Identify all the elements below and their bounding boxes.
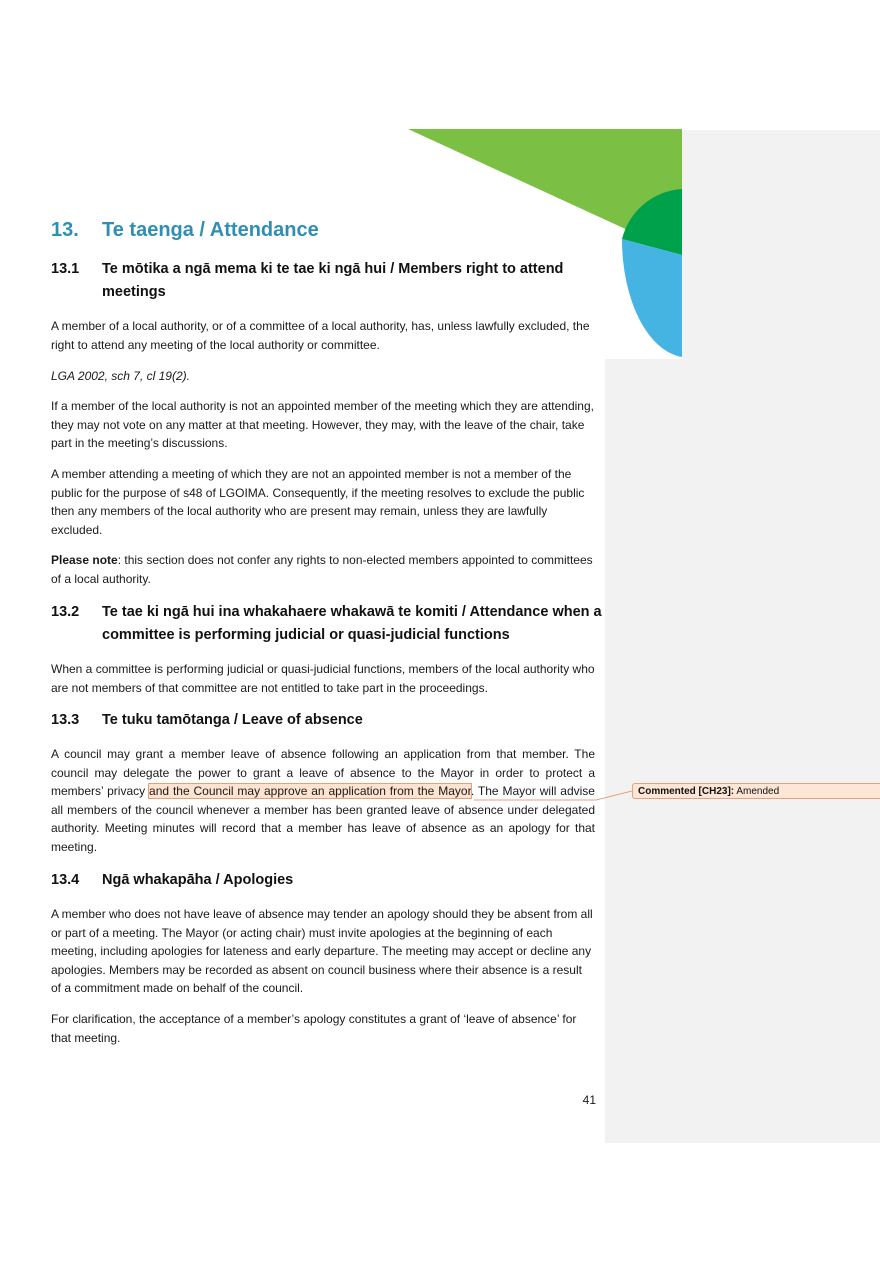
subsection-heading-13-1 [51,258,602,304]
subsection-number: 13.3 [51,712,80,728]
legal-reference [51,367,595,386]
paragraph: For clarification, the acceptance of a member’s apology constitutes a grant of ‘leave of absence’ for that meeting. [51,1012,577,1045]
subsection-heading-13-3 [51,709,602,732]
paragraph: A member who does not have leave of absence may tender an apology should they be absent from all or part of a meeting. The Mayor (or acting chair) must invite apologies at the beginning of each meeting, including apologies for lateness and early departure. The meeting may accept or decline any apologies. Members may be recorded as absent on council business where their absence is a result of a commitment made on behalf of the council. [51,907,593,995]
paragraph: A member attending a meeting of which they are not an appointed member is not a member of the public for the purpose of s48 of LGOIMA. Consequently, if the meeting resolves to exclude the public then any members of the local authority who are present may remain, unless they are lawfully excluded. [51,467,585,537]
paragraph-leave-of-absence [51,745,595,856]
paragraph: If a member of the local authority is not an appointed member of the meeting which they are attending, they may not vote on any matter at that meeting. However, they may, with the leave of the chair, take part in the meeting’s discussions. [51,399,594,450]
subsection-title: Te tuku tamōtanga / Leave of absence [102,712,363,728]
subsection-number: 13.4 [51,872,80,888]
comment-author-label: Commented [CH23]: [638,786,735,797]
paragraph-text: . The Mayor will advise all members of the council whenever a member has been granted leave of absence under delegated authority. Meeting minutes will record that a member has leave of absence as an apology for that meeting. [51,784,595,854]
paragraph-text: A council may grant a member leave of absence following an application from that member. The council may delegate the power to grant a leave of absence to the Mayor in order to protect a members’ privacy [51,747,595,798]
subsection-number: 13.2 [51,604,80,620]
note-paragraph [51,551,595,588]
subsection-number: 13.1 [51,261,80,277]
paragraph: A member of a local authority, or of a committee of a local authority, has, unless lawfully excluded, the right to attend any meeting of the local authority or committee. [51,319,590,352]
subsection-title: Ngā whakapāha / Apologies [102,872,294,888]
section-heading [51,216,319,244]
comment-text: Amended [734,786,780,797]
note-text: : this section does not confer any rights to non-elected members appointed to committees of a local authority. [51,553,593,586]
page-number: 41 [582,1093,596,1107]
subsection-heading-13-2 [51,601,602,647]
section-number: 13. [51,219,79,241]
paragraph: When a committee is performing judicial or quasi-judicial functions, members of the local authority who are not members of that committee are not entitled to take part in the proceedings. [51,662,595,695]
legal-reference-text: LGA 2002, sch 7, cl 19(2). [51,369,190,383]
note-label: Please note [51,553,118,567]
commented-text-highlight[interactable]: and the Council may approve an application from the Mayor [149,784,471,798]
section-title: Te taenga / Attendance [102,219,319,241]
subsection-heading-13-4 [51,869,602,892]
comment-balloon[interactable] [632,783,880,799]
subsection-title: Te tae ki ngā hui ina whakahaere whakawā te komiti / Attendance when a committee is performing judicial or quasi-judicial functions [102,604,602,643]
subsection-title: Te mōtika a ngā mema ki te tae ki ngā hui / Members right to attend meetings [102,261,564,300]
